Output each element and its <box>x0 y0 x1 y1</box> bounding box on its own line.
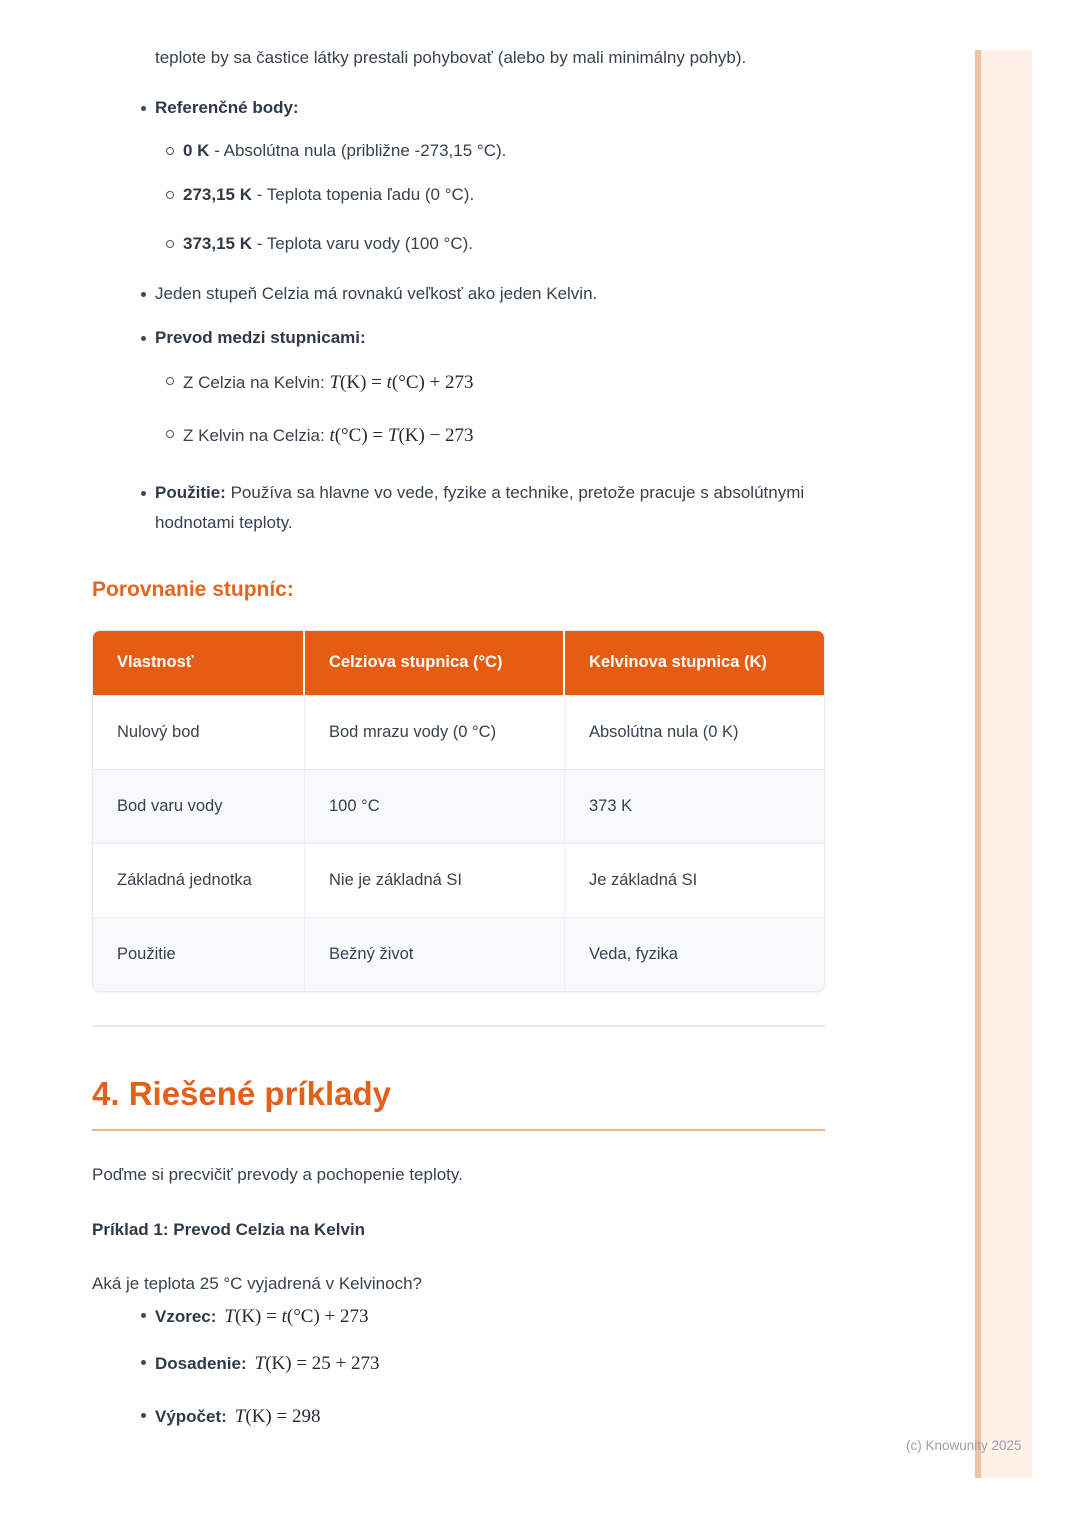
table-row <box>93 695 824 769</box>
math-text: (K) = 298 <box>245 1406 321 1428</box>
math-text: (°C) + 273 <box>286 1306 369 1328</box>
item-text: - Absolútna nula (približne -273,15 °C). <box>209 141 507 161</box>
section4-intro: Poďme si precvičiť prevody a pochopenie teploty. <box>92 1165 463 1185</box>
list-item-text <box>183 234 473 253</box>
side-accent-bar <box>975 50 1032 1478</box>
section-divider <box>92 1025 825 1027</box>
heading-underline <box>92 1129 825 1131</box>
table-cell: Bod mrazu vody (0 °C) <box>305 695 565 769</box>
step-dosadenie <box>92 1347 825 1381</box>
circle-bullet-icon <box>166 430 174 438</box>
formula <box>255 1353 380 1374</box>
math-var: t <box>281 1306 287 1328</box>
step-vzorec <box>92 1300 825 1334</box>
circle-bullet-icon <box>166 147 174 155</box>
table-header-cell: Vlastnosť <box>93 631 305 695</box>
list-item-text <box>155 1307 369 1326</box>
table-row <box>93 843 824 917</box>
bullet-icon <box>141 491 146 496</box>
bullet-icon <box>141 1360 146 1365</box>
math-var: t <box>329 425 335 447</box>
bold-label: 373,15 K <box>183 234 252 254</box>
list-item-text <box>183 426 474 445</box>
math-var: t <box>386 372 392 394</box>
math-text: (°C) = <box>334 425 388 447</box>
list-item-text <box>183 373 474 392</box>
bold-label: 273,15 K <box>183 184 252 204</box>
table-cell: Bod varu vody <box>93 769 305 843</box>
comparison-table <box>92 630 825 992</box>
list-item-celzia-na-kelvin <box>92 366 825 400</box>
math-text: (K) − 273 <box>398 425 474 447</box>
bold-label: Použitie: <box>155 482 226 502</box>
list-item-0k <box>92 136 825 167</box>
formula <box>224 1306 368 1327</box>
item-text: Používa sa hlavne vo vede, fyzike a technike, pretože pracuje s absolútnymi hodnotami teploty. <box>155 482 805 533</box>
bold-label: Výpočet: <box>155 1407 227 1427</box>
table-cell: Použitie <box>93 917 305 991</box>
intro-continuation-paragraph: teplote by sa častice látky prestali pohybovať (alebo by mali minimálny pohyb). <box>155 48 747 67</box>
list-item-273k <box>92 180 825 211</box>
math-var: T <box>234 1406 246 1428</box>
table-cell: Absolútna nula (0 K) <box>565 695 824 769</box>
list-item-text <box>155 1354 380 1373</box>
example1-steps-list <box>92 1300 825 1435</box>
bullet-list <box>92 93 825 539</box>
content <box>92 0 825 1448</box>
bullet-icon <box>141 336 146 341</box>
math-var: T <box>387 425 399 447</box>
math-var: T <box>329 372 341 394</box>
item-text: Z Kelvin na Celzia: <box>183 426 330 446</box>
circle-bullet-icon <box>166 377 174 385</box>
formula <box>329 372 473 393</box>
list-item-373k <box>92 229 825 260</box>
footer-copyright: (c) Knowunity 2025 <box>906 1438 1022 1453</box>
bullet-icon <box>141 106 146 111</box>
step-vypocet <box>92 1400 825 1434</box>
math-var: T <box>224 1306 235 1328</box>
formula <box>329 425 473 446</box>
table-header-row <box>93 631 824 695</box>
bullet-icon <box>141 1313 146 1318</box>
item-text: - Teplota varu vody (100 °C). <box>252 234 473 254</box>
list-item-prevod <box>92 323 825 354</box>
list-item-text <box>155 1407 320 1426</box>
list-item-text <box>155 98 299 117</box>
bullet-icon <box>141 1413 146 1418</box>
table-cell: Bežný život <box>305 917 565 991</box>
bold-label: Prevod medzi stupnicami: <box>155 327 366 347</box>
list-item-text <box>183 185 474 204</box>
math-text: (K) = <box>235 1306 282 1328</box>
list-item-text <box>155 328 366 347</box>
table-cell: 373 K <box>565 769 824 843</box>
table-cell: Je základná SI <box>565 843 824 917</box>
math-text: (K) = <box>340 372 387 394</box>
math-text: (°C) + 273 <box>391 372 474 394</box>
bold-label: 0 K <box>183 141 210 161</box>
table-cell: Nulový bod <box>93 695 305 769</box>
math-text: (K) = 25 + 273 <box>265 1353 380 1375</box>
bold-label: Dosadenie: <box>155 1354 247 1374</box>
list-item-text: Jeden stupeň Celzia má rovnakú veľkosť ako jeden Kelvin. <box>155 283 598 303</box>
table-cell: Veda, fyzika <box>565 917 824 991</box>
example1-title: Príklad 1: Prevod Celzia na Kelvin <box>92 1219 366 1239</box>
bullet-icon <box>141 292 146 297</box>
table-cell: Základná jednotka <box>93 843 305 917</box>
bold-label: Vzorec: <box>155 1307 217 1327</box>
item-text: Z Celzia na Kelvin: <box>183 373 330 393</box>
formula <box>235 1406 321 1427</box>
list-item-kelvin-na-celzia <box>92 419 825 453</box>
list-item-text <box>155 483 804 533</box>
list-item-jeden-stupen <box>92 279 825 310</box>
table-row <box>93 769 824 843</box>
circle-bullet-icon <box>166 191 174 199</box>
table-header-cell: Celziova stupnica (°C) <box>305 631 565 695</box>
circle-bullet-icon <box>166 240 174 248</box>
table-row <box>93 917 824 991</box>
section4-heading: 4. Riešené príklady <box>92 1075 391 1113</box>
bold-label: Referenčné body: <box>155 97 299 117</box>
table-header-cell: Kelvinova stupnica (K) <box>565 631 824 695</box>
example1-question: Aká je teplota 25 °C vyjadrená v Kelvinoch? <box>92 1274 422 1294</box>
table-cell: Nie je základná SI <box>305 843 565 917</box>
list-item-text <box>183 141 506 160</box>
list-item-referencne-body <box>92 93 825 124</box>
list-item-pouzitie <box>92 478 825 539</box>
comparison-heading: Porovnanie stupníc: <box>92 577 294 601</box>
math-var: T <box>254 1353 266 1375</box>
item-text: - Teplota topenia ľadu (0 °C). <box>252 184 475 204</box>
table-cell: 100 °C <box>305 769 565 843</box>
